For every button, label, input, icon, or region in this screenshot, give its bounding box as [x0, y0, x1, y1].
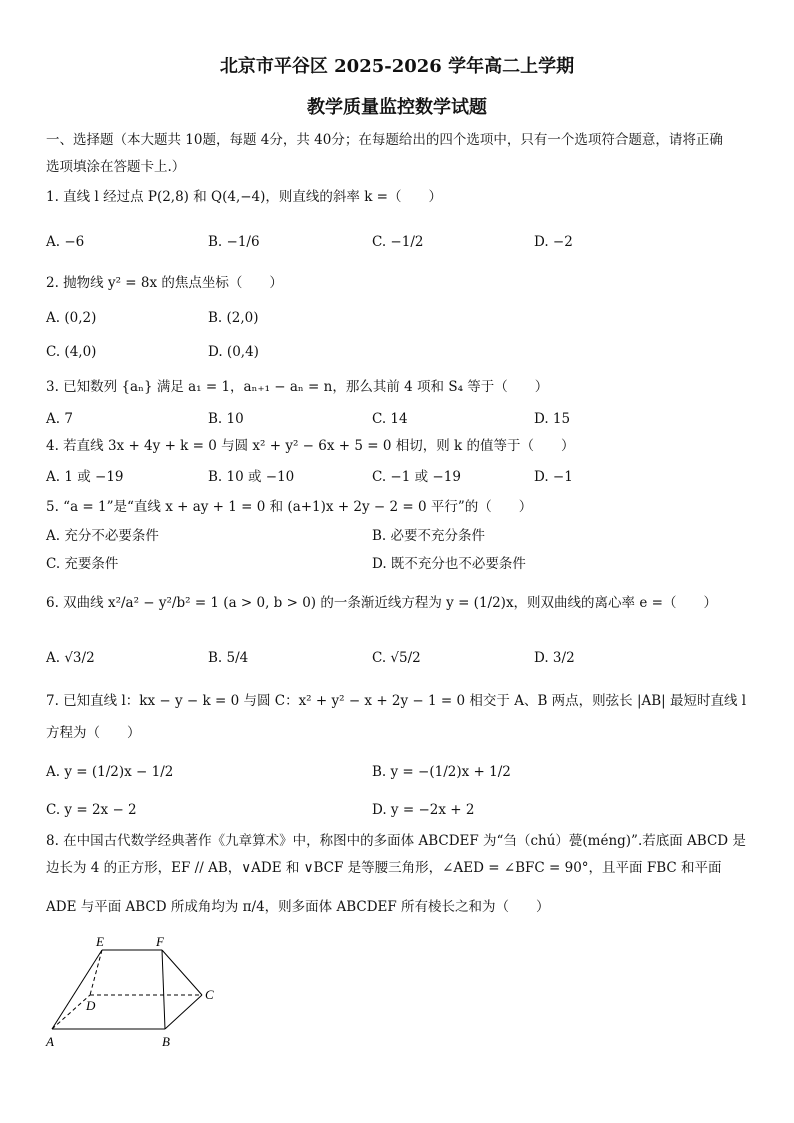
question-4-option-b: B. 10 或 −10: [208, 469, 295, 485]
question-8-stem-cont-2: ADE 与平面 ABCD 所成角均为 π/4，则多面体 ABCDEF 所有棱长之和为（ ）: [46, 899, 550, 915]
question-4-option-c: C. −1 或 −19: [372, 469, 461, 485]
question-7-option-c: C. y = 2x − 2: [46, 802, 137, 818]
section-instructions-cont: 选项填涂在答题卡上.）: [46, 159, 186, 175]
question-2-option-c: C. (4,0): [46, 344, 97, 360]
question-3-stem: 3. 已知数列 {aₙ} 满足 a₁ = 1，aₙ₊₁ − aₙ = n，那么其前 4 项和 S₄ 等于（ ）: [46, 379, 549, 395]
question-8-stem: 8. 在中国古代数学经典著作《九章算术》中，称图中的多面体 ABCDEF 为“刍（chú）甍(méng)”.若底面 ABCD 是: [46, 833, 746, 849]
question-2-option-d: D. (0,4): [208, 344, 259, 360]
question-7-option-b: B. y = −(1/2)x + 1/2: [372, 764, 511, 780]
question-6-option-a: A. √3/2: [46, 650, 95, 666]
edge-ea: [52, 950, 102, 1029]
edge-fc: [162, 950, 202, 995]
question-6-option-d: D. 3/2: [534, 650, 575, 666]
vertex-label-e: E: [96, 934, 104, 949]
question-3-option-d: D. 15: [534, 411, 571, 427]
question-1-option-d: D. −2: [534, 234, 573, 250]
vertex-label-b: B: [162, 1034, 170, 1049]
question-7-stem-cont: 方程为（ ）: [46, 725, 141, 741]
question-8-stem-cont: 边长为 4 的正方形，EF // AB，∨ADE 和 ∨BCF 是等腰三角形，∠AED = ∠BFC = 90°，且平面 FBC 和平面: [46, 860, 722, 876]
question-7-stem: 7. 已知直线 l：kx − y − k = 0 与圆 C：x² + y² − x + 2y − 1 = 0 相交于 A、B 两点，则弦长 |AB| 最短时直线 l: [46, 693, 747, 709]
vertex-label-d: D: [86, 998, 96, 1013]
question-4-option-d: D. −1: [534, 469, 573, 485]
question-6-option-b: B. 5/4: [208, 650, 249, 666]
edge-fb: [162, 950, 165, 1029]
question-5-option-b: B. 必要不充分条件: [372, 528, 486, 544]
question-5-option-c: C. 充要条件: [46, 556, 119, 572]
question-4-stem: 4. 若直线 3x + 4y + k = 0 与圆 x² + y² − 6x + 5 = 0 相切，则 k 的值等于（ ）: [46, 438, 575, 454]
vertex-label-a: A: [46, 1034, 54, 1049]
question-3-option-a: A. 7: [46, 411, 73, 427]
vertex-label-f: F: [156, 934, 164, 949]
question-5-option-a: A. 充分不必要条件: [46, 528, 159, 544]
page-subtitle: 教学质量监控数学试题: [307, 97, 487, 118]
edge-bc: [165, 995, 202, 1029]
question-5-stem: 5. “a = 1”是“直线 x + ay + 1 = 0 和 (a+1)x + 2y − 2 = 0 平行”的（ ）: [46, 499, 533, 515]
question-1-option-c: C. −1/2: [372, 234, 424, 250]
polyhedron-figure: [40, 932, 240, 1057]
question-1-option-a: A. −6: [46, 234, 85, 250]
vertex-label-c: C: [205, 987, 214, 1002]
edge-ed: [90, 950, 102, 995]
question-5-option-d: D. 既不充分也不必要条件: [372, 556, 526, 572]
question-6-stem: 6. 双曲线 x²/a² − y²/b² = 1 (a > 0, b > 0) 的一条渐近线方程为 y = (1/2)x，则双曲线的离心率 e =（ ）: [46, 595, 717, 611]
question-1-stem: 1. 直线 l 经过点 P(2,8) 和 Q(4,−4)，则直线的斜率 k =（ ）: [46, 189, 442, 205]
page-title: 北京市平谷区 2025-2026 学年高二上学期: [219, 56, 575, 77]
question-2-stem: 2. 抛物线 y² = 8x 的焦点坐标（ ）: [46, 275, 283, 291]
question-2-option-a: A. (0,2): [46, 310, 97, 326]
question-4-option-a: A. 1 或 −19: [46, 469, 124, 485]
question-3-option-c: C. 14: [372, 411, 408, 427]
question-7-option-a: A. y = (1/2)x − 1/2: [46, 764, 174, 780]
question-2-option-b: B. (2,0): [208, 310, 259, 326]
question-3-option-b: B. 10: [208, 411, 244, 427]
edge-ad: [52, 995, 90, 1029]
question-6-option-c: C. √5/2: [372, 650, 421, 666]
section-instructions: 一、选择题（本大题共 10题，每题 4分，共 40分；在每题给出的四个选项中，只有一个选项符合题意，请将正确: [46, 132, 723, 148]
question-7-option-d: D. y = −2x + 2: [372, 802, 475, 818]
question-1-option-b: B. −1/6: [208, 234, 260, 250]
